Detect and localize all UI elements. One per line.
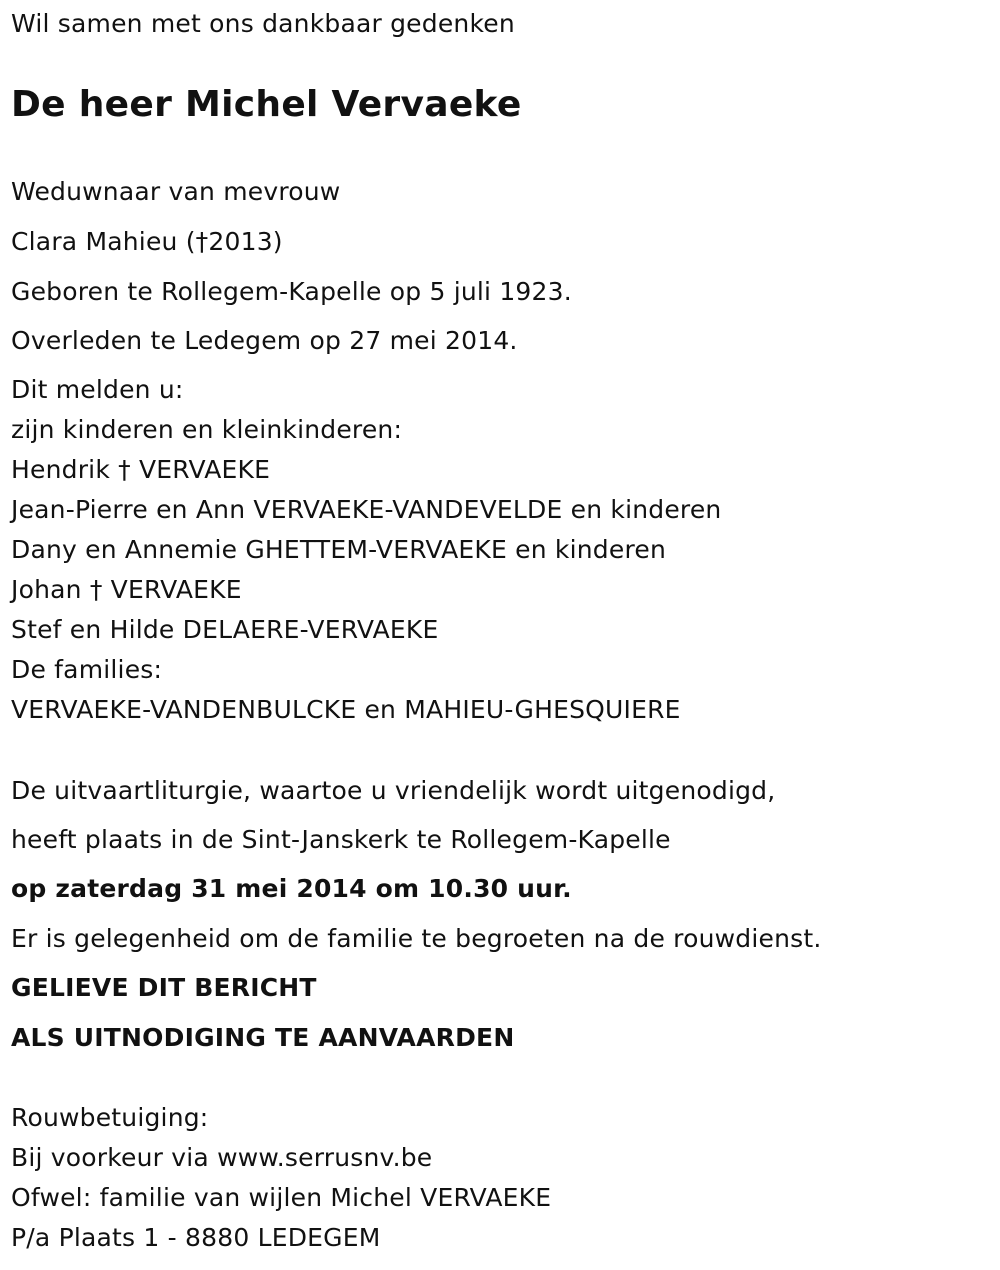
family-member: Dany en Annemie GHETTEM-VERVAEKE en kinderen (11, 535, 667, 564)
greeting-info: Er is gelegenheid om de familie te begroeten na de rouwdienst. (11, 924, 822, 953)
family-member: Johan † VERVAEKE (11, 575, 242, 604)
family-member: Jean-Pierre en Ann VERVAEKE-VANDEVELDE en kinderen (11, 495, 722, 524)
deceased-name: De heer Michel Vervaeke (11, 84, 522, 125)
announce-line: Dit melden u: (11, 375, 184, 404)
intro-text: Wil samen met ons dankbaar gedenken (11, 9, 515, 38)
notice-line: GELIEVE DIT BERICHT (11, 973, 317, 1002)
announce-line: De families: (11, 655, 163, 684)
condolence-website: Bij voorkeur via www.serrusnv.be (11, 1143, 433, 1172)
funeral-date: op zaterdag 31 mei 2014 om 10.30 uur. (11, 874, 572, 903)
notice-line: ALS UITNODIGING TE AANVAARDEN (11, 1023, 515, 1052)
widower-text: Weduwnaar van mevrouw (11, 177, 341, 206)
birth-info: Geboren te Rollegem-Kapelle op 5 juli 1923. (11, 277, 572, 306)
condolence-heading: Rouwbetuiging: (11, 1103, 209, 1132)
condolence-address: P/a Plaats 1 - 8880 LEDEGEM (11, 1223, 381, 1252)
death-info: Overleden te Ledegem op 27 mei 2014. (11, 326, 518, 355)
family-member: Hendrik † VERVAEKE (11, 455, 271, 484)
funeral-invitation: De uitvaartliturgie, waartoe u vriendelijk wordt uitgenodigd, (11, 776, 776, 805)
family-names: VERVAEKE-VANDENBULCKE en MAHIEU-GHESQUIERE (11, 695, 681, 724)
announce-line: zijn kinderen en kleinkinderen: (11, 415, 403, 444)
condolence-address: Ofwel: familie van wijlen Michel VERVAEKE (11, 1183, 552, 1212)
family-member: Stef en Hilde DELAERE-VERVAEKE (11, 615, 439, 644)
spouse-name: Clara Mahieu (†2013) (11, 227, 283, 256)
funeral-location: heeft plaats in de Sint-Janskerk te Rollegem-Kapelle (11, 825, 671, 854)
